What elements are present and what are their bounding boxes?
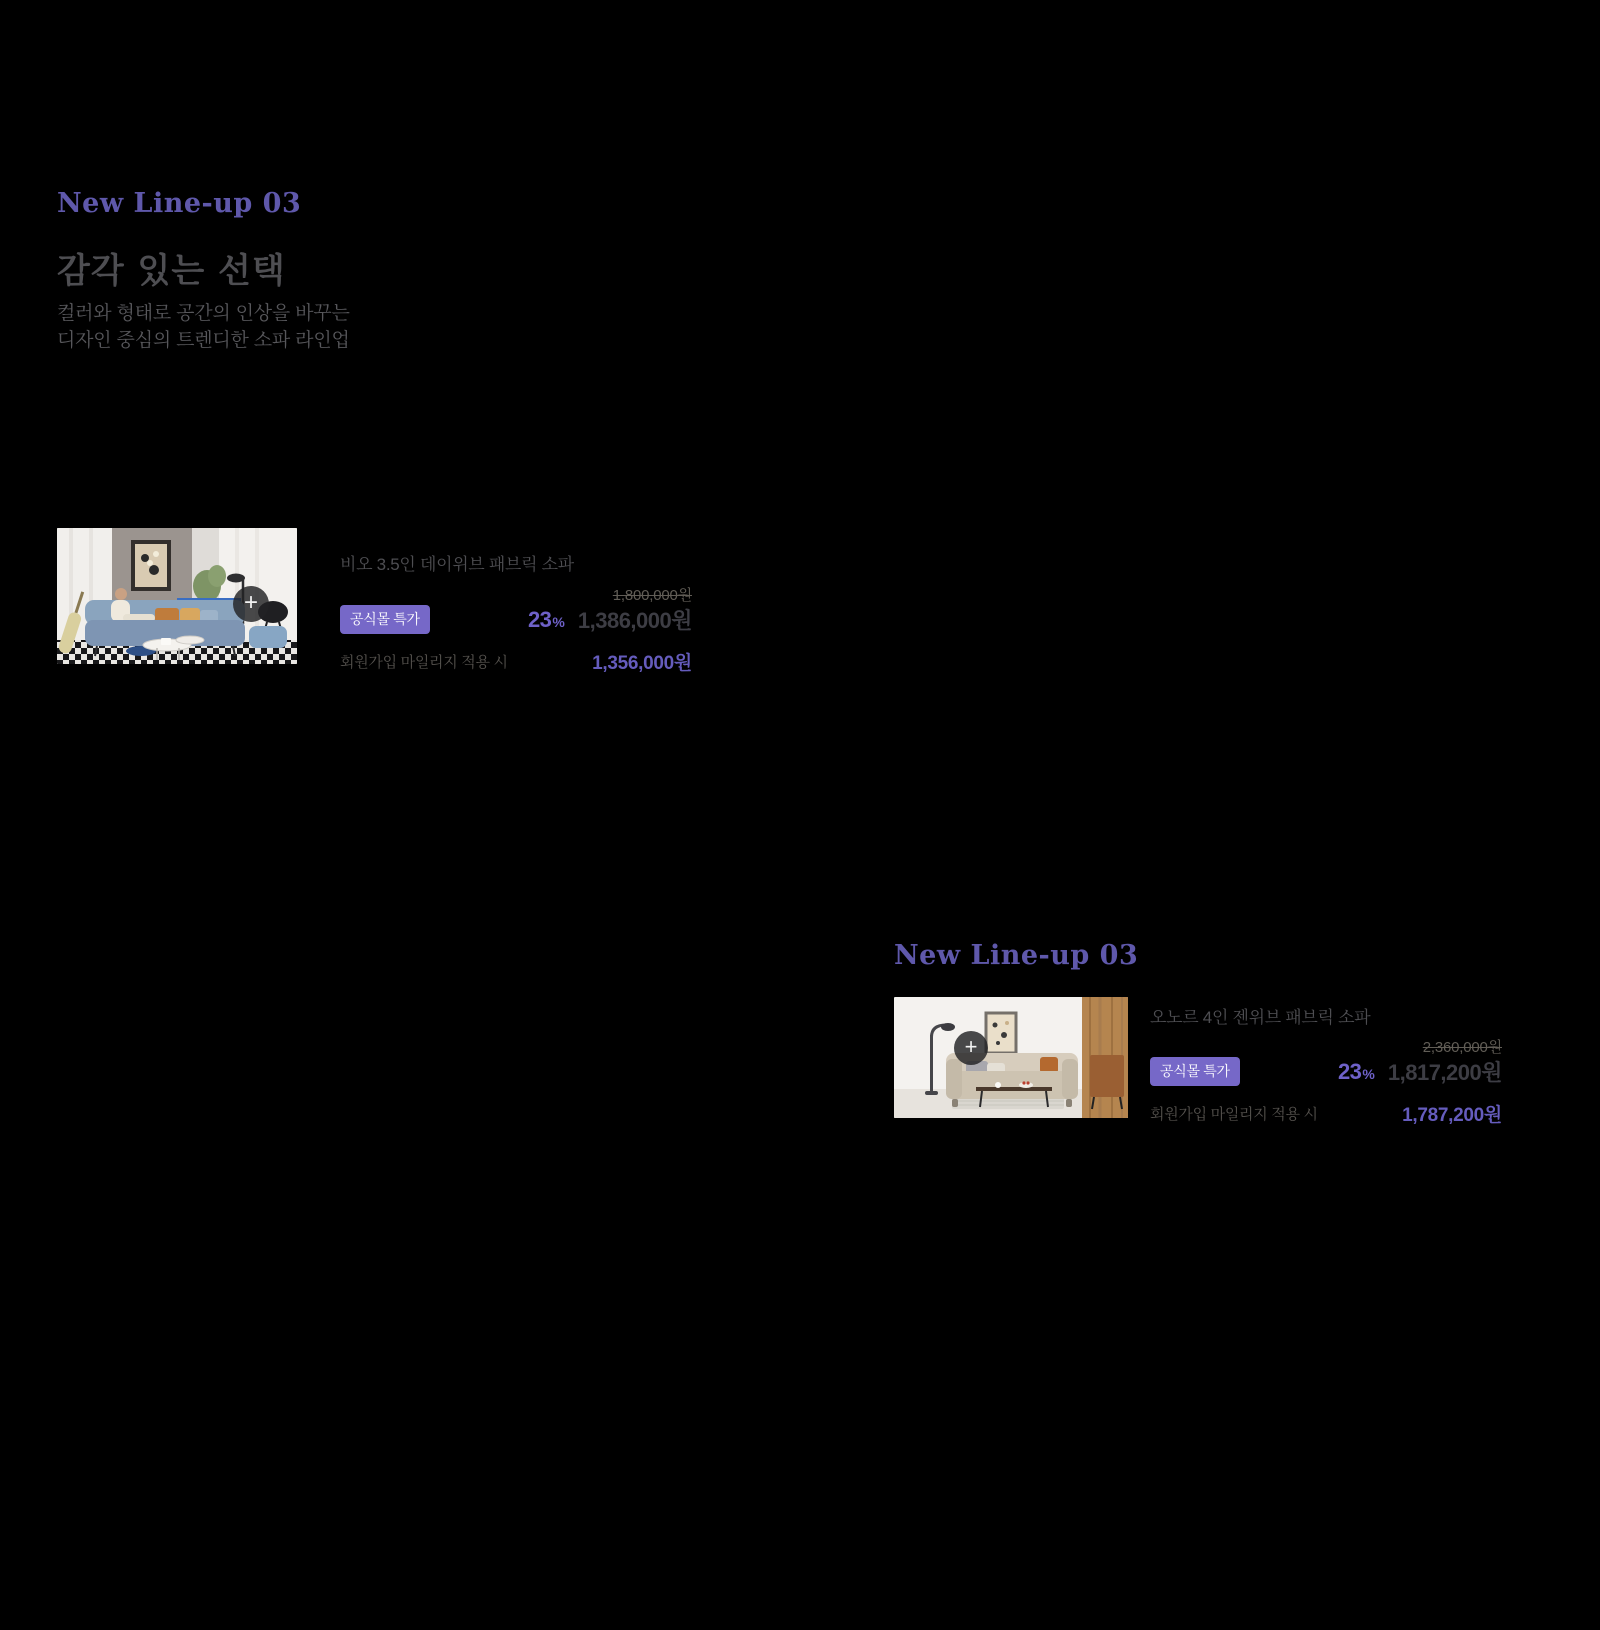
product-name[interactable]: 오노르 4인 젠위브 패브릭 소파 — [1150, 1008, 1371, 1027]
section-description — [57, 300, 350, 354]
official-mall-badge: 공식몰 특가 — [1150, 1057, 1240, 1086]
section-eyebrow: New Line-up 03 — [57, 188, 302, 219]
sale-price: 1,817,200원 — [1387, 1060, 1502, 1085]
mileage-price: 1,787,200원 — [1402, 1105, 1502, 1126]
discount-rate — [1338, 1059, 1375, 1085]
original-price: 2,360,000원 — [1422, 1039, 1502, 1056]
section-description-line2: 디자인 중심의 트렌디한 소파 라인업 — [57, 330, 350, 351]
discount-rate — [528, 607, 565, 633]
product-name[interactable]: 비오 3.5인 데이위브 패브릭 소파 — [340, 555, 574, 574]
plus-glyph: + — [964, 1034, 978, 1059]
official-mall-badge: 공식몰 특가 — [340, 605, 430, 634]
section-description-line1: 컬러와 형태로 공간의 인상을 바꾸는 — [57, 303, 350, 324]
section-title: 감각 있는 선택 — [57, 251, 286, 291]
discount-unit: % — [552, 613, 565, 630]
product-card — [57, 528, 692, 674]
section2-eyebrow: New Line-up 03 — [894, 940, 1139, 971]
plus-icon[interactable] — [233, 586, 269, 622]
discount-number: 23 — [527, 606, 552, 632]
sofa-scene-beige — [894, 997, 1128, 1118]
mileage-price: 1,356,000원 — [592, 653, 692, 674]
plus-icon[interactable] — [954, 1031, 988, 1065]
sale-price: 1,386,000원 — [577, 608, 692, 633]
product-card — [894, 997, 1529, 1126]
product-info — [1150, 997, 1502, 1126]
discount-unit: % — [1362, 1065, 1375, 1082]
plus-glyph: + — [243, 589, 258, 616]
original-price: 1,800,000원 — [612, 587, 692, 604]
discount-number: 23 — [1337, 1058, 1362, 1084]
mileage-label: 회원가입 마일리지 적용 시 — [1150, 1106, 1318, 1123]
product-info — [340, 528, 692, 674]
mileage-label: 회원가입 마일리지 적용 시 — [340, 654, 508, 671]
product-image[interactable] — [894, 997, 1128, 1118]
